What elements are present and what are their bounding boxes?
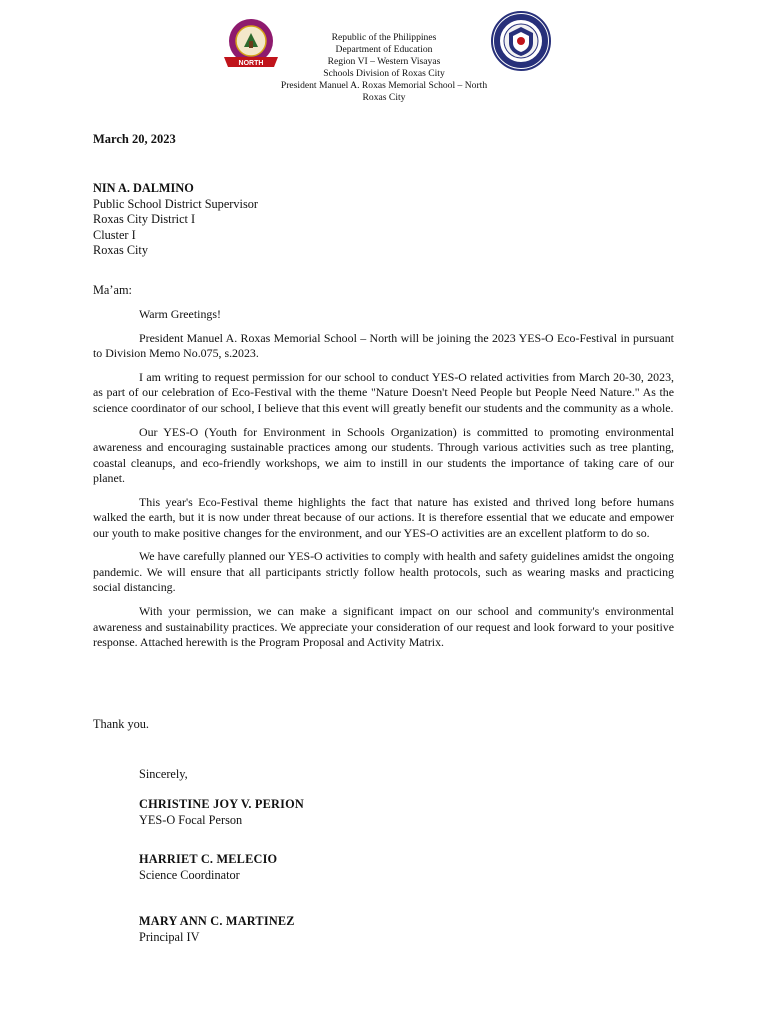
body-paragraph: With your permission, we can make a significant impact on our school and community's environmental awareness and sustainability practices. We appreciate your consideration of our request and look forward to your positive response. Attached herewith is the Program Proposal and Activity Matrix. <box>93 604 674 650</box>
letterhead <box>230 32 538 104</box>
recipient-block <box>93 181 258 259</box>
recipient-name: NIN A. DALMINO <box>93 181 194 195</box>
body-paragraph: I am writing to request permission for our school to conduct YES-O related activities from March 20-30, 2023, as part of our celebration of Eco-Festival with the theme "Nature Doesn't Need People but People Need Nature." As the science coordinator of our school, I believe that this event will greatly benefit our students and the community as a whole. <box>93 369 674 415</box>
signatory-block <box>139 914 295 945</box>
letterhead-line: Department of Education <box>335 44 433 55</box>
letterhead-line: Republic of the Philippines <box>331 32 437 43</box>
body-paragraph: We have carefully planned our YES-O activities to comply with health and safety guidelines amidst the ongoing pandemic. We will ensure that all participants strictly follow health protocols, such as wearing masks and practicing social distancing. <box>93 549 674 595</box>
signatory-title: Science Coordinator <box>139 867 240 882</box>
recipient-line: Roxas City District I <box>93 212 196 226</box>
signatory-name: CHRISTINE JOY V. PERION <box>139 797 304 811</box>
letterhead-line: Roxas City <box>362 92 406 103</box>
signatory-title: Principal IV <box>139 929 200 944</box>
letter-body <box>93 307 674 659</box>
signatory-name: HARRIET C. MELECIO <box>139 852 278 866</box>
letterhead-line: Region VI – Western Visayas <box>327 56 441 67</box>
signatory-block <box>139 852 277 883</box>
body-paragraph: President Manuel A. Roxas Memorial School – North will be joining the 2023 YES-O Eco-Festival in pursuant to Division Memo No.075, s.2023. <box>93 330 674 361</box>
recipient-line: Roxas City <box>93 243 148 257</box>
recipient-line: Cluster I <box>93 227 136 242</box>
body-paragraph: Our YES-O (Youth for Environment in Schools Organization) is committed to promoting environmental awareness and encouraging sustainable practices among our students. Through various activities such as tree planting, coastal cleanups, and eco-friendly workshops, we aim to instill in our students the importance of taking care of our planet. <box>93 424 674 486</box>
salutation: Ma’am: <box>93 283 132 297</box>
letter-date: March 20, 2023 <box>93 132 176 146</box>
body-paragraph: Warm Greetings! <box>139 307 221 321</box>
letterhead-line: Schools Division of Roxas City <box>323 68 445 79</box>
signatory-name: MARY ANN C. MARTINEZ <box>139 914 295 928</box>
signatory-block <box>139 797 304 828</box>
body-paragraph: This year's Eco-Festival theme highlights the fact that nature has existed and thrived long before humans walked the earth, but it is now under threat because of our actions. It is therefore essential that we educate and empower our youth to make positive changes for the environment, and our YES-O activities are an excellent platform to do so. <box>93 494 674 540</box>
letterhead-line: President Manuel A. Roxas Memorial School – North <box>280 80 488 91</box>
recipient-line: Public School District Supervisor <box>93 196 258 211</box>
closing-line: Sincerely, <box>139 767 188 781</box>
thank-you-line: Thank you. <box>93 717 150 731</box>
logo-banner-text: NORTH <box>238 60 264 67</box>
signatory-title: YES-O Focal Person <box>139 812 243 827</box>
